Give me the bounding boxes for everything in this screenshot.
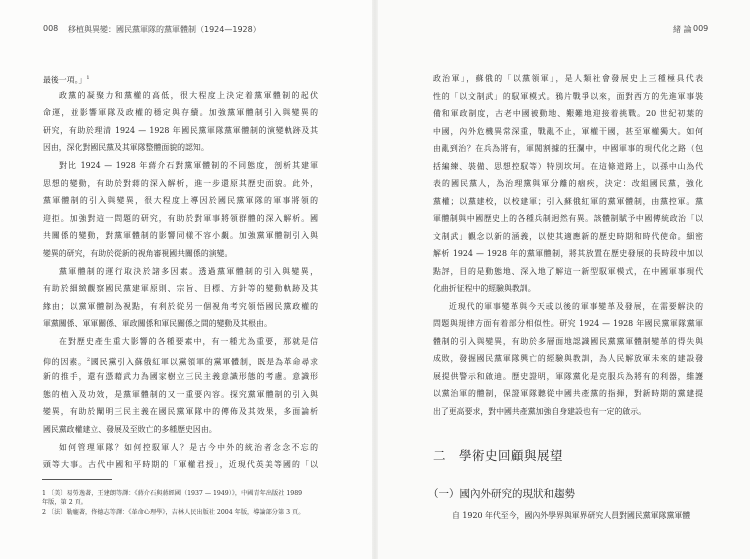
line-text: 如何管理軍隊？如何控馭軍人？是古今中外的統治者念念不忘的 bbox=[59, 442, 318, 452]
line-text: 黨權；以黨建校，以校建軍；引入蘇俄紅軍的黨軍體制，由黨控軍。黨 bbox=[433, 196, 703, 206]
line-text: 由亂到治？在兵為將有，軍閥割據的狂瀾中，中國軍事的現代化之路（包 bbox=[433, 144, 703, 153]
footnote-1: 1 〔美〕易勞逸著，王建朗等譯：《蔣介石與蔣經國（1937 — 1949）》，中國青年出版社 1989 bbox=[42, 490, 303, 497]
line-text: 命運，並影響軍隊及政權的穩定與存續。加強黨軍體制引入與變異的 bbox=[43, 108, 318, 118]
line-text: 中國，內外危機異常深重，戰亂不止，軍權干國，甚至軍權獨大。如何 bbox=[433, 126, 703, 136]
body-line bbox=[433, 91, 703, 103]
body-line bbox=[433, 406, 703, 418]
body-line bbox=[433, 388, 703, 400]
line-text: 體制的引入與變異，有助於多層面地認識國民黨黨軍體制變革的得失與 bbox=[433, 336, 703, 346]
body-line bbox=[59, 336, 318, 348]
line-text: 緣由；以黨軍體制為視點，有利於從另一個視角考究領悟國民黨政權的 bbox=[43, 301, 318, 311]
line-text: 黨軍體制的運行取決於諸多因素。透過黨軍體制的引入與變異， bbox=[59, 266, 318, 276]
running-title-right: 緒 論 bbox=[673, 25, 692, 34]
line-text: 頭等大事。古代中國和平時期的「軍權君授」，近現代英美等國的「以 bbox=[43, 460, 318, 470]
footnote-divider bbox=[42, 479, 112, 480]
body-line bbox=[43, 406, 318, 418]
line-text: 軍體制與中國歷史上的各種兵制迥然有異。該體制賦予中國傳統政治「以 bbox=[433, 214, 703, 223]
body-line bbox=[433, 108, 703, 120]
page-number-right: 009 bbox=[693, 24, 709, 33]
running-title-left: 移植與異變：國民黨軍隊的黨軍體制（1924—1928） bbox=[68, 25, 261, 34]
line-text: 政黨的凝聚力和黨權的高低，很大程度上決定着黨軍體制的起伏 bbox=[59, 90, 318, 100]
line-text: 國民黨政權建立、發展及至敗亡的多種歷史因由。 bbox=[43, 425, 217, 434]
body-line bbox=[43, 107, 318, 119]
line-text: 以黨治軍的體制，保證軍隊聽從中國共產黨的指揮，對新時期的黨建提 bbox=[433, 389, 703, 398]
line-text: 變異，有助於闡明三民主義在國民黨軍隊中的傳佈及其效果，多面論析 bbox=[43, 407, 318, 417]
body-line bbox=[43, 424, 318, 436]
body-line bbox=[433, 161, 703, 173]
body-line bbox=[43, 318, 318, 330]
line-text: 迎拒。加強對這一問題的研究，有助於對軍事將領群體的深入解析。國 bbox=[43, 213, 318, 223]
line-text: 文制武」觀念以新的涵義，以使其適應新的歷史時期和時代使命。細密 bbox=[433, 231, 703, 241]
line-text: 解析 1924 — 1928 年的黨軍體制，將其放置在歷史發展的長時段中加以 bbox=[433, 249, 703, 258]
line-text: 仰的因素。 bbox=[43, 357, 87, 367]
section-heading: 二 學術史回顧與展望 bbox=[433, 448, 564, 463]
line-text: 備和軍政制度，古老中國被動地、艱難地迎接着挑戰。20 世紀初葉的 bbox=[433, 109, 703, 118]
line-text: 表的國民黨人，為治理黨與軍分離的痼疾，決定：改組國民黨，強化 bbox=[433, 179, 703, 188]
body-line bbox=[43, 230, 318, 242]
body-line bbox=[433, 143, 703, 155]
line-text: 態的植入及功效，是黨軍體制的又一重要內容。探究黨軍體制的引入與 bbox=[43, 389, 318, 399]
body-line bbox=[43, 354, 318, 369]
line-text: 在對歷史產生重大影響的各種要素中，有一種尤為重要，那就是信 bbox=[59, 337, 318, 346]
body-line bbox=[59, 442, 318, 454]
body-line bbox=[43, 195, 318, 207]
body-line bbox=[449, 301, 703, 313]
body-line bbox=[433, 353, 703, 365]
body-line bbox=[433, 196, 703, 208]
body-line bbox=[43, 389, 318, 401]
body-line bbox=[43, 142, 318, 154]
footnote-2: 2 〔法〕勒龐著，佟德志等譯：《革命心理學》，吉林人民出版社 2004 年版，導論部分第 3 頁。 bbox=[42, 509, 305, 516]
body-line bbox=[43, 72, 318, 87]
body-line bbox=[43, 459, 318, 471]
footnote-marker[interactable]: 2 bbox=[86, 356, 91, 363]
body-line bbox=[433, 283, 703, 295]
body-line bbox=[43, 301, 318, 313]
line-text: 括編練、裝備、思想控馭等）特別坎坷。在這條道路上，以孫中山為代 bbox=[433, 161, 703, 171]
line-text: 展提供警示和啟迪。歷史證明，軍隊黨化是克服兵為將有的利器，維護 bbox=[433, 371, 703, 381]
body-line bbox=[433, 318, 703, 330]
line-text: 性的「以文制武」的馭軍模式。鴉片戰爭以來，面對西方的先進軍事裝 bbox=[433, 91, 703, 101]
line-text: 變異的研究，有助於從新的視角審視國共關係的演變。 bbox=[43, 249, 233, 258]
subsection-heading: （一）國內外研究的現狀和趨勢 bbox=[428, 488, 575, 500]
line-text: 思想的變動，有助於對蔣的深入解析，進一步還原其歷史面貌。此外， bbox=[43, 178, 318, 188]
line-text: 點評，目的是動態地、深入地了解這一新型馭軍模式，在中國軍事現代 bbox=[433, 266, 703, 276]
body-line bbox=[59, 160, 318, 172]
body-line bbox=[59, 90, 318, 102]
footnote-1-cont: 年版，第 2 頁。 bbox=[42, 499, 87, 506]
line-text: 因由，深化對國民黨及其軍隊整體面貌的認知。 bbox=[43, 143, 209, 153]
line-text: 化曲折征程中的經驗與教訓。 bbox=[433, 284, 536, 293]
line-text: 國民黨引入蘇俄紅軍以黨領軍的黨軍體制，既是為革命尋求 bbox=[90, 357, 318, 367]
body-line bbox=[43, 248, 318, 260]
body-line bbox=[433, 371, 703, 383]
line-text: 政治軍」，蘇俄的「以黨領軍」，是人類社會發展史上三種極具代表 bbox=[433, 74, 703, 83]
body-line bbox=[433, 213, 703, 225]
line-text: 成敗，發掘國民黨軍隊興亡的經驗與教訓，為人民解放軍未來的建設發 bbox=[433, 354, 703, 363]
body-line bbox=[43, 213, 318, 225]
body-line bbox=[433, 266, 703, 278]
body-line bbox=[59, 266, 318, 278]
line-text: 對比 1924 — 1928 年蔣介石對黨軍體制的不同態度，剖析其建軍 bbox=[59, 161, 318, 170]
line-text: 軍黨關係、軍軍關係、軍政關係和軍民關係之間的變動及其根由。 bbox=[43, 319, 272, 329]
body-line bbox=[43, 125, 318, 137]
body-line bbox=[433, 178, 703, 190]
line-text: 研究，有助於理清 1924 — 1928 年國民黨軍隊黨軍體制的演變軌跡及其 bbox=[43, 125, 318, 135]
body-line bbox=[43, 371, 318, 383]
line-text: 最後一項。」 bbox=[43, 75, 87, 85]
page-number-left: 008 bbox=[43, 24, 59, 33]
line-text: 近現代的軍事變革與今天或以後的軍事變革及發展，在需要解決的 bbox=[449, 301, 703, 311]
line-text: 問題與規律方面有着部分相似性。研究 1924 — 1928 年國民黨軍隊黨軍 bbox=[433, 319, 703, 328]
body-line bbox=[43, 178, 318, 190]
body-line bbox=[433, 248, 703, 260]
line-text: 新的推手，還有憑藉武力為國家樹立三民主義意識形態的考慮。意識形 bbox=[43, 372, 318, 382]
body-line bbox=[43, 283, 318, 295]
body-line bbox=[433, 73, 703, 85]
body-line: 自 1920 年代至今，國內外學界與軍界研究人員對國民黨軍隊黨軍體 bbox=[452, 511, 691, 520]
footnote-marker[interactable]: 1 bbox=[86, 75, 90, 81]
line-text: 出了更高要求，對中國共產黨加強自身建設也有一定的啟示。 bbox=[433, 406, 647, 416]
body-line bbox=[433, 231, 703, 243]
line-text: 有助於細緻觀察國民黨建軍原則、宗旨、目標、方針等的變動軌跡及其 bbox=[43, 284, 318, 294]
line-text: 黨軍體制的引入與變異，很大程度上導因於國民黨軍隊的軍事將領的 bbox=[43, 196, 318, 206]
body-line bbox=[433, 336, 703, 348]
body-line bbox=[433, 126, 703, 138]
line-text: 共關係的變動，對黨軍體制的影響同樣不容小覷。加強黨軍體制引入與 bbox=[43, 231, 318, 241]
